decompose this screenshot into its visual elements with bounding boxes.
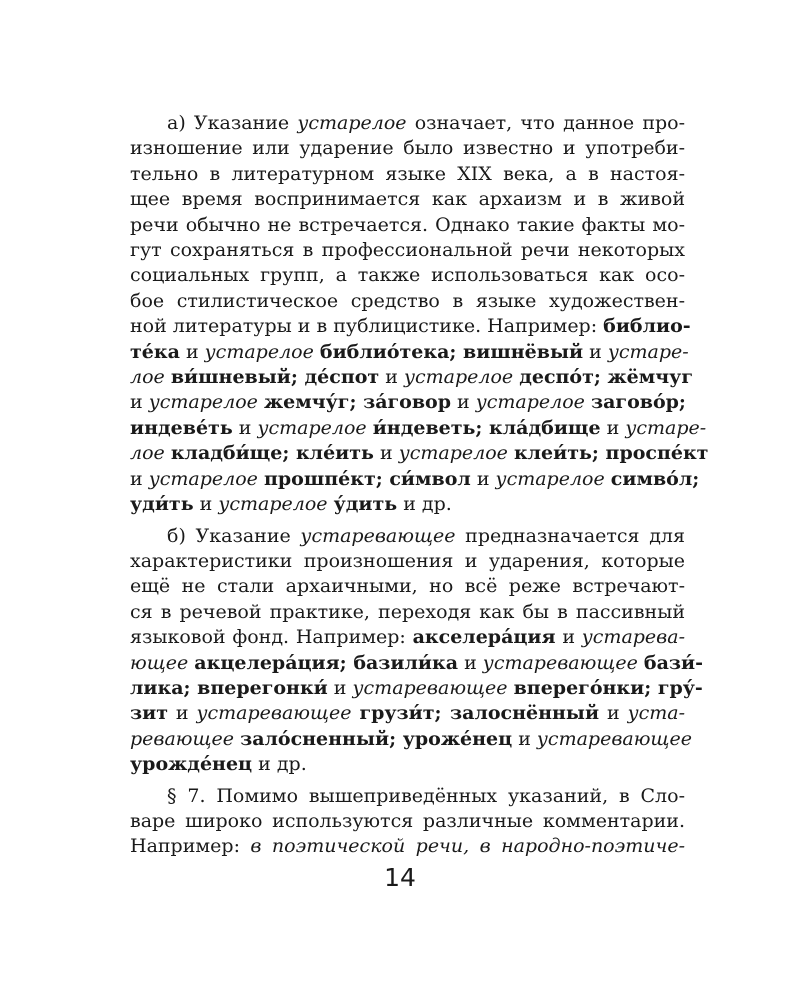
italic-text: устарелое — [297, 112, 407, 134]
italic-text: устарева- — [581, 626, 685, 649]
text-run: и др. — [252, 753, 307, 776]
text-line — [130, 263, 685, 288]
text-line — [130, 441, 709, 466]
text-run: щее время воспринимается как архаизм и в живой — [130, 188, 685, 211]
text-line — [130, 752, 685, 777]
text-line — [130, 809, 685, 834]
text-line — [130, 162, 685, 187]
italic-text: устарелое — [257, 416, 367, 439]
text-run: и — [373, 442, 399, 465]
italic-text: устарелое — [403, 366, 514, 389]
text-run: и — [232, 416, 258, 439]
text-line — [130, 727, 692, 752]
text-run: характеристики произношения и ударения, которые — [130, 549, 685, 572]
text-line — [130, 574, 685, 599]
italic-text: устарелое — [495, 467, 605, 490]
italic-text: лое — [130, 442, 165, 465]
bold-word: вперего́нки; гру́- — [513, 676, 703, 699]
text-line — [130, 111, 685, 136]
bold-word: зит — [130, 702, 168, 725]
text-run: гут сохраняться в профессиональной речи некоторых — [130, 239, 685, 262]
italic-text: устаре- — [625, 416, 707, 439]
text-run: речи обычно не встречается. Однако такие факты мо- — [130, 213, 685, 236]
text-run: и — [450, 391, 476, 414]
text-line — [130, 213, 685, 238]
italic-text: устаревающее — [196, 702, 352, 725]
bold-word: урожде́нец — [130, 753, 253, 776]
text-run: и — [130, 391, 149, 414]
text-run: и др. — [397, 493, 452, 516]
text-line — [130, 625, 685, 650]
bold-word: симво́л; — [610, 467, 700, 490]
italic-text: устарелое — [204, 340, 314, 363]
paragraph-a — [130, 111, 709, 518]
text-run: бое стилистическое средство в языке художествен- — [130, 289, 685, 312]
text-line — [130, 467, 700, 492]
bold-word: ви́шневый; де́спот — [170, 366, 380, 389]
italic-text: устарелое — [148, 391, 258, 414]
text-run: и — [600, 416, 626, 439]
bold-word: деспо́т; жёмчуг — [519, 366, 693, 389]
text-run: варе широко используются различные комментарии. — [130, 809, 685, 832]
bold-word: те́ка — [130, 340, 180, 363]
text-run: и — [599, 702, 628, 725]
bold-word: бази́- — [643, 651, 703, 674]
italic-text: уста- — [627, 702, 686, 725]
text-run: и — [470, 467, 496, 490]
text-run: предназначается для — [455, 524, 685, 547]
text-line — [130, 187, 685, 212]
bold-word: и́ндеветь; кла́дбище — [372, 416, 601, 439]
italic-text: ревающее — [130, 727, 235, 750]
italic-text: устаревающее — [300, 524, 456, 547]
text-run: тельно в литературном языке XIX века, а в настоя- — [130, 162, 685, 185]
text-line — [130, 834, 685, 859]
bold-word: у́дить — [333, 493, 398, 516]
text-run: и — [379, 366, 404, 389]
text-line — [130, 651, 703, 676]
page-number: 14 — [384, 863, 416, 892]
text-line — [130, 416, 707, 441]
text-run: и — [130, 467, 149, 490]
text-run: и — [327, 676, 353, 699]
bold-word: грузи́т; залоснённый — [359, 702, 600, 725]
text-run: и — [193, 493, 219, 516]
page-body-text — [130, 111, 709, 860]
text-run: ещё не стали архаичными, но всё реже встречают- — [130, 575, 685, 598]
text-run: и — [168, 702, 197, 725]
text-run: Например: — [130, 835, 251, 858]
bold-word: акселера́ция — [412, 626, 556, 649]
italic-text: устаревающее — [482, 651, 638, 674]
bold-word: клеи́ть; проспе́кт — [513, 442, 709, 465]
bold-word: уди́ть — [130, 493, 194, 516]
text-run: языковой фонд. Например: — [130, 626, 413, 649]
bold-word: прошпе́кт; си́мвол — [263, 467, 471, 490]
italic-text: лое — [130, 366, 165, 389]
text-line — [130, 676, 703, 701]
italic-text: устарелое — [475, 391, 585, 414]
bold-word: акцелера́ция; базили́ка — [194, 651, 459, 674]
bold-word: лика; вперегонки́ — [130, 676, 328, 699]
text-line — [130, 238, 685, 263]
text-line — [130, 365, 693, 390]
bold-word: библио- — [603, 315, 691, 338]
text-line — [130, 784, 685, 809]
text-line — [130, 492, 685, 517]
paragraph-7 — [130, 784, 685, 860]
bold-word: библио́тека; вишнёвый — [319, 340, 584, 363]
text-line — [130, 314, 691, 339]
italic-text: устарелое — [218, 493, 328, 516]
text-line — [130, 701, 685, 726]
italic-text: устаревающее — [352, 676, 508, 699]
text-line — [130, 340, 689, 365]
text-run: ся в речевой практике, переходя как бы в пассивный — [130, 600, 685, 623]
bold-word: загово́р; — [590, 391, 686, 414]
text-run: социальных групп, а также использоваться как осо- — [130, 264, 685, 287]
italic-text: устарелое — [398, 442, 508, 465]
text-run: и — [179, 340, 205, 363]
text-line — [130, 390, 685, 415]
text-line — [130, 136, 685, 161]
bold-word: индеве́ть — [130, 416, 233, 439]
text-line — [130, 524, 685, 549]
text-line — [130, 549, 685, 574]
bold-word: жемчу́г; за́говор — [263, 391, 451, 414]
text-run: б) Указание — [167, 524, 301, 547]
italic-text: устарелое — [148, 467, 258, 490]
italic-text: устаревающее — [536, 727, 692, 750]
text-run: § 7. Помимо вышеприведённых указаний, в Сло- — [167, 784, 685, 807]
text-run: означает, что данное про- — [406, 112, 686, 134]
text-run: а) Указание — [167, 112, 298, 134]
italic-text: устаре- — [607, 340, 689, 363]
text-run: и — [555, 626, 582, 649]
text-run: изношение или ударение было известно и употреби- — [130, 137, 685, 160]
italic-text: ющее — [130, 651, 189, 674]
bold-word: зало́сненный; урожéнец — [240, 727, 513, 750]
paragraph-b — [130, 524, 703, 778]
italic-text: в поэтической речи, в народно-поэтиче- — [250, 835, 685, 858]
text-line — [130, 289, 685, 314]
text-run: и — [512, 727, 537, 750]
text-run: ной литературы и в публицистике. Например: — [130, 315, 604, 338]
text-run: и — [583, 340, 608, 363]
text-run: и — [458, 651, 483, 674]
text-line — [130, 600, 685, 625]
bold-word: кладби́ще; кле́ить — [170, 442, 374, 465]
